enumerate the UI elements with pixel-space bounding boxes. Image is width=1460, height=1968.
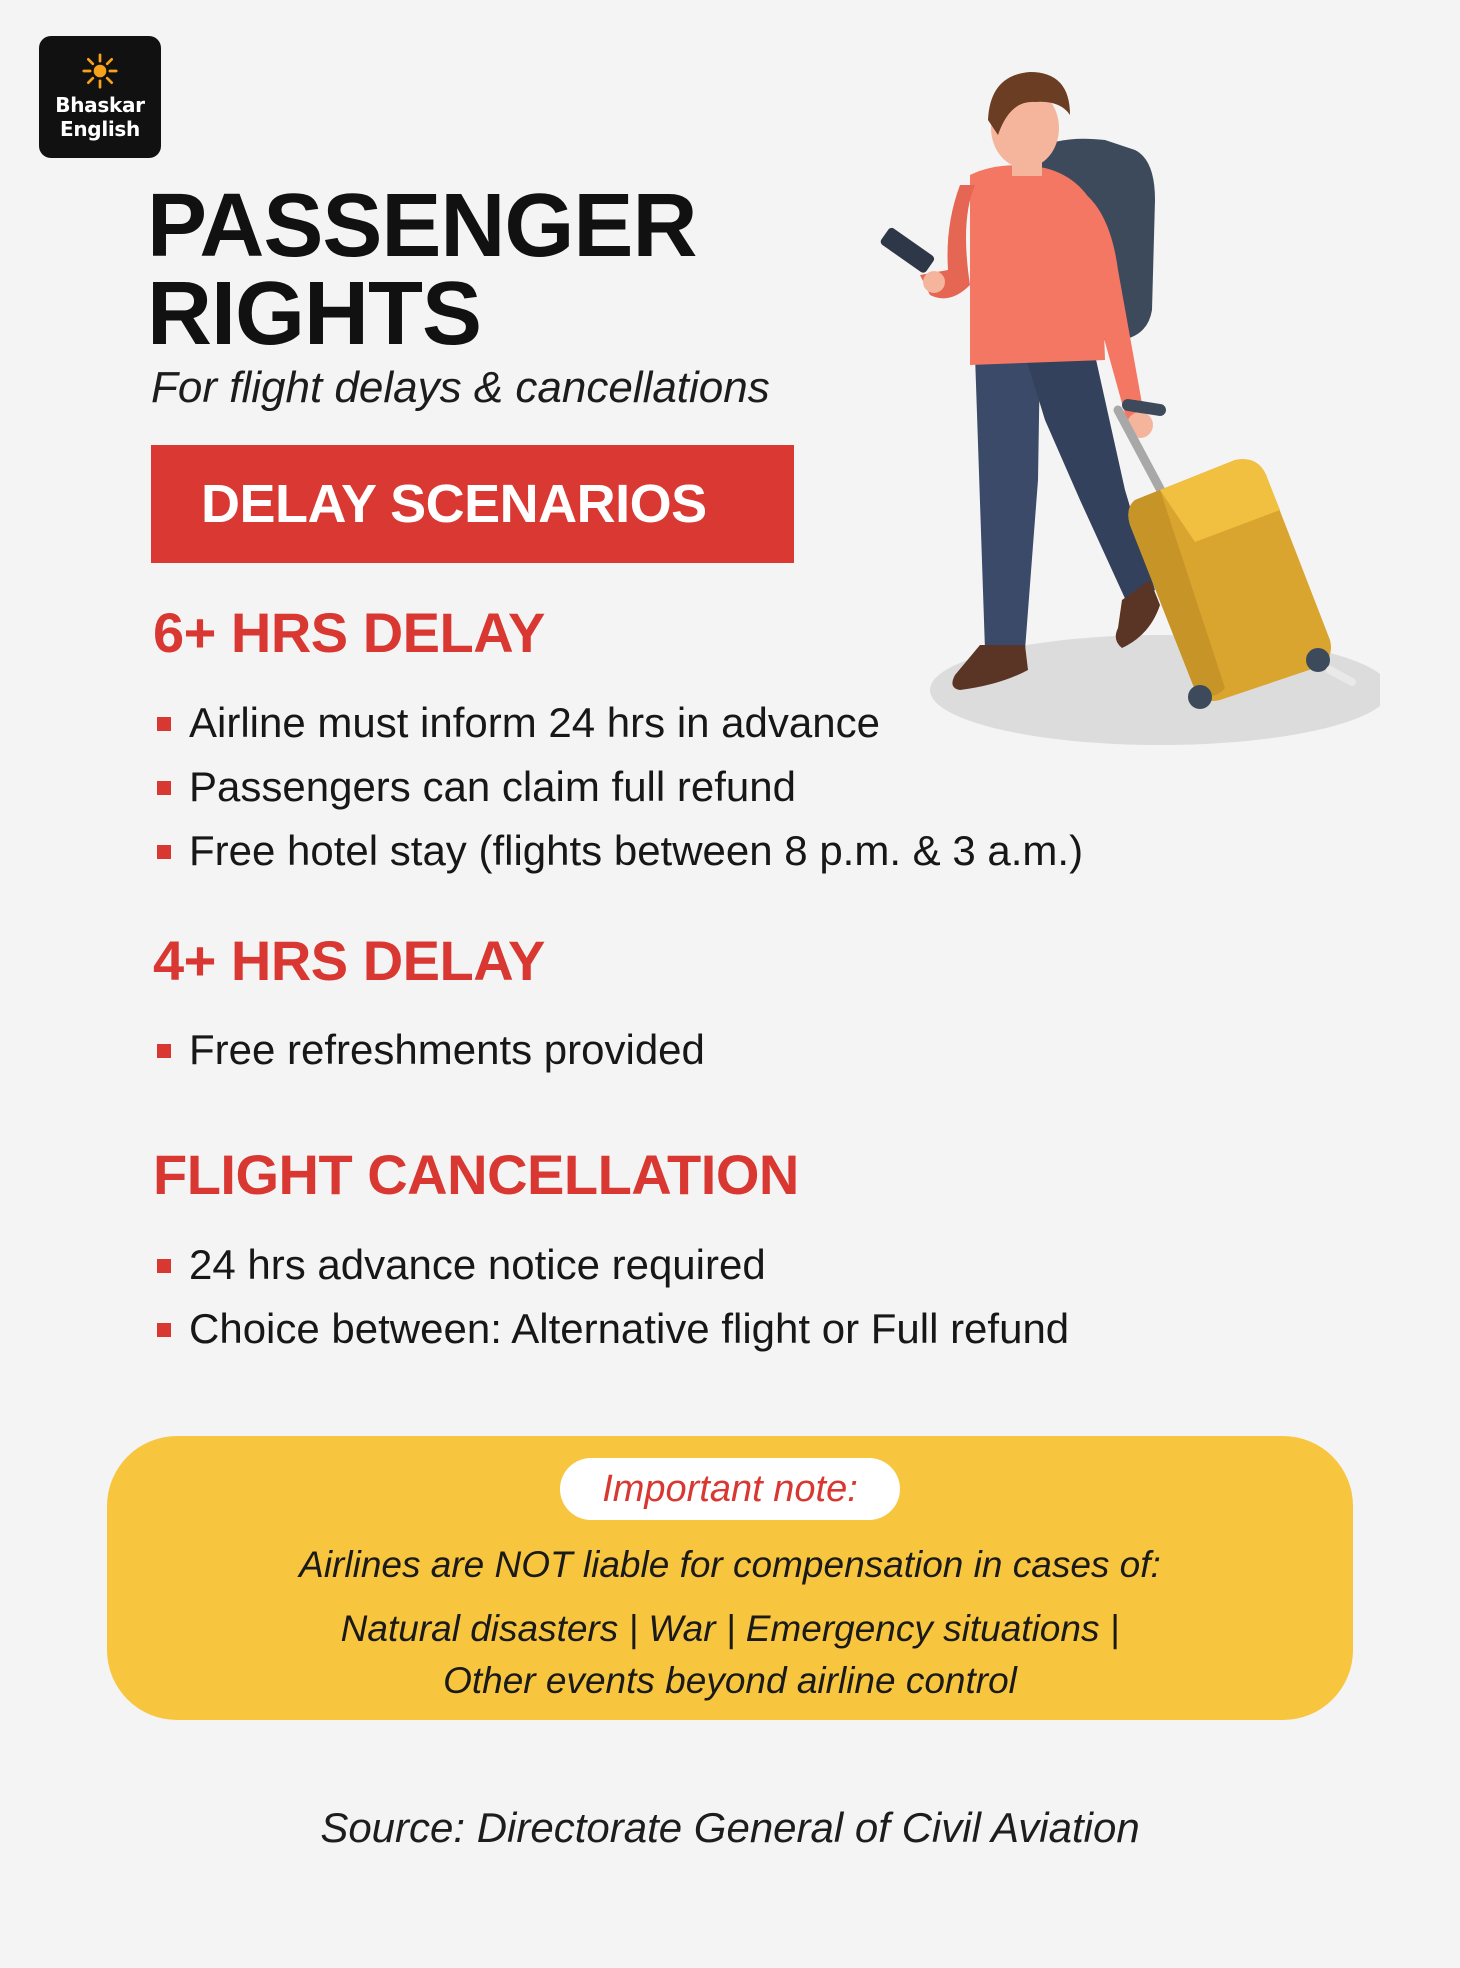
banner-label: DELAY SCENARIOS xyxy=(201,474,707,534)
page-title xyxy=(147,176,697,364)
list-item: Free refreshments provided xyxy=(153,1018,705,1082)
important-note-box xyxy=(107,1436,1353,1720)
title-line-2: RIGHTS xyxy=(147,264,482,364)
list-item: Passengers can claim full refund xyxy=(153,755,1083,819)
section-heading-4hrs: 4+ HRS DELAY xyxy=(153,929,545,992)
note-line-1: Airlines are NOT liable for compensation in cases of: xyxy=(299,1544,1161,1585)
logo-text-line2: English xyxy=(60,117,140,141)
important-note-label: Important note: xyxy=(560,1458,900,1520)
sun-icon xyxy=(82,53,118,89)
list-item: Airline must inform 24 hrs in advance xyxy=(153,691,1083,755)
source-credit: Source: Directorate General of Civil Aviation xyxy=(320,1804,1140,1851)
section-heading-cancellation: FLIGHT CANCELLATION xyxy=(153,1143,799,1206)
brand-logo xyxy=(39,36,161,158)
section-list-cancellation xyxy=(153,1233,1069,1361)
traveler-with-suitcase-icon xyxy=(860,60,1380,780)
list-item: 24 hrs advance notice required xyxy=(153,1233,1069,1297)
page-subtitle: For flight delays & cancellations xyxy=(151,363,770,412)
note-line-2: Natural disasters | War | Emergency situations | xyxy=(340,1608,1120,1649)
section-heading-6hrs: 6+ HRS DELAY xyxy=(153,601,545,664)
section-list-4hrs xyxy=(153,1018,705,1082)
logo-text-line1: Bhaskar xyxy=(55,93,145,117)
list-item: Free hotel stay (flights between 8 p.m. & 3 a.m.) xyxy=(153,819,1083,883)
list-item: Choice between: Alternative flight or Full refund xyxy=(153,1297,1069,1361)
delay-scenarios-banner xyxy=(151,445,794,563)
title-line-1: PASSENGER xyxy=(147,176,697,276)
note-line-3: Other events beyond airline control xyxy=(443,1660,1017,1701)
